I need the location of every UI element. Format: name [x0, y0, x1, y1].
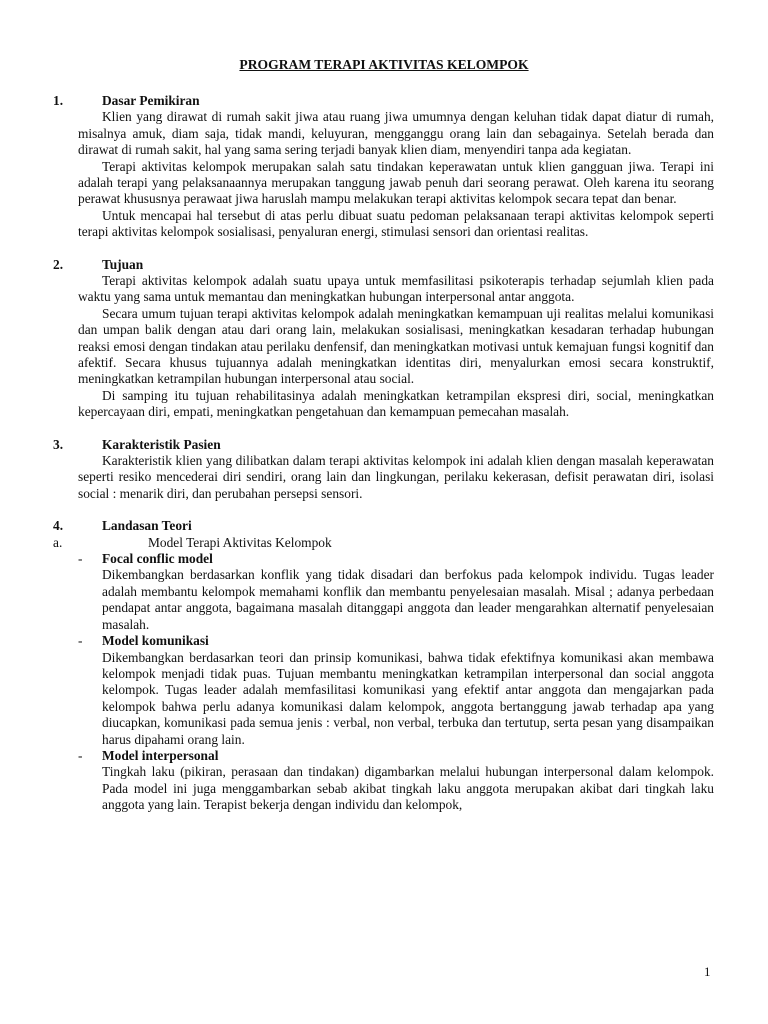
section-heading — [53, 436, 714, 453]
paragraph: Untuk mencapai hal tersebut di atas perlu dibuat suatu pedoman pelaksanaan terapi aktivitas kelompok seperti terapi aktivitas kelompok sosialisasi, penyaluran energi, stimulasi sensori dan orientasi realitas. — [78, 207, 714, 240]
section-title: Karakteristik Pasien — [102, 436, 221, 452]
subsection-letter: a. — [53, 534, 63, 550]
section-karakteristik-pasien — [53, 436, 714, 503]
section-title: Tujuan — [102, 256, 144, 272]
document-body — [53, 93, 714, 830]
section-title: Dasar Pemikiran — [102, 93, 200, 108]
model-item — [78, 633, 714, 748]
model-description: Tingkah laku (pikiran, perasaan dan tindakan) digambarkan melalui hubungan interpersonal dalam kelompok. Pada model ini juga menggambarkan sebab akibat tingkah laku anggota merupakan akibat dari tingkah laku anggota yang lain. Terapist bekerja dengan individu dan kelompok, — [102, 764, 714, 813]
section-landasan-teori — [53, 518, 714, 813]
section-heading — [53, 518, 714, 534]
list-dash: - — [78, 747, 83, 763]
paragraph: Di samping itu tujuan rehabilitasinya adalah meningkatkan ketrampilan ekspresi diri, social, meningkatkan kepercayaan diri, empati, meningkatkan pengetahuan dan kemampuan pemecahan masalah. — [78, 387, 714, 420]
model-description: Dikembangkan berdasarkan teori dan prinsip komunikasi, bahwa tidak efektifnya komunikasi akan membawa kelompok menjadi tidak puas. Tujuan membantu meningkatkan ketrampilan interpersonal dan social anggota kelompok. Tugas leader adalah memfasilitasi komunikasi yang efektif antar anggota dan mengajarkan pada kelompok bahwa perlu adanya komunikasi dalam kelompok, anggota bertanggung jawab terhadap apa yang diucapkan, komunikasi pada semua jenis : verbal, non verbal, terbuka dan tertutup, serta pesan yang disampaikan harus dipahami orang lain. — [102, 649, 714, 747]
section-heading — [53, 93, 714, 109]
section-number: 3. — [53, 436, 64, 452]
subsection-title: Model Terapi Aktivitas Kelompok — [148, 534, 332, 550]
document-title: PROGRAM TERAPI AKTIVITAS KELOMPOK — [239, 57, 529, 72]
section-number: 2. — [53, 256, 64, 272]
subsection-heading — [53, 534, 714, 551]
list-dash: - — [78, 551, 83, 567]
model-title: Focal conflic model — [102, 551, 213, 567]
paragraph: Karakteristik klien yang dilibatkan dalam terapi aktivitas kelompok ini adalah klien dengan masalah keperawatan seperti resiko mencederai diri sendiri, orang lain dan lingkungan, perilaku kekerasan, defisit perawatan diri, isolasi social : menarik diri, dan perubahan persepsi sensori. — [78, 453, 714, 501]
model-title: Model interpersonal — [102, 747, 219, 763]
section-dasar-pemikiran — [53, 93, 714, 241]
section-heading — [53, 256, 714, 273]
paragraph: Secara umum tujuan terapi aktivitas kelompok adalah meningkatkan kemampuan uji realitas melalui komunikasi dan umpan balik dengan atau dari orang lain, melakukan sosialisasi, meningkatkan kesadaran terhadap hubungan reaksi emosi dengan tindakan atau perilaku denfensif, dan meningkatkan motivasi untuk kemajuan fungsi kognitif dan afektif. Secara khusus tujuannya adalah meningkatkan identitas diri, menyalurkan emosi secara konstruktif, meningkatkan ketrampilan hubungan interpersonal atau social. — [78, 305, 714, 387]
model-item — [78, 551, 714, 633]
list-dash: - — [78, 633, 83, 649]
model-title: Model komunikasi — [102, 633, 209, 649]
page-number: 1 — [704, 964, 711, 979]
section-number: 1. — [53, 93, 64, 108]
section-number: 4. — [53, 518, 64, 534]
paragraph: Terapi aktivitas kelompok adalah suatu upaya untuk memfasilitasi psikoterapis terhadap sejumlah klien pada waktu yang sama untuk memantau dan meningkatkan hubungan interpersonal antar anggota. — [78, 273, 714, 305]
paragraph: Terapi aktivitas kelompok merupakan salah satu tindakan keperawatan untuk klien gangguan jiwa. Terapi ini adalah terapi yang pelaksanaannya merupakan tanggung jawab penuh dari seorang perawat. Oleh karena itu seorang perawat khususnya perawaat jiwa haruslah mampu melakukan terapi aktivitas kelompok secara tepat dan benar. — [78, 158, 714, 207]
paragraph: Klien yang dirawat di rumah sakit jiwa atau ruang jiwa umumnya dengan keluhan tidak dapat diatur di rumah, misalnya amuk, diam saja, tidak mandi, keluyuran, mengganggu orang lain dan sebagainya. Setelah berada dan dirawat di rumah sakit, hal yang sama sering terjadi banyak klien diam, menyendiri tanpa ada kegiatan. — [78, 109, 714, 158]
model-description: Dikembangkan berdasarkan konflik yang tidak disadari dan berfokus pada kelompok individu. Tugas leader adalah membantu kelompok memahami konflik dan membantu penyelesaian masalah. Misal ; adanya perbedaan pendapat antar anggota, bagaimana masalah ditanggapi anggota dan leader mengarahkan alternatif penyelesaian masalah. — [102, 567, 714, 632]
model-item — [78, 748, 714, 814]
section-title: Landasan Teori — [102, 518, 192, 534]
section-tujuan — [53, 256, 714, 421]
